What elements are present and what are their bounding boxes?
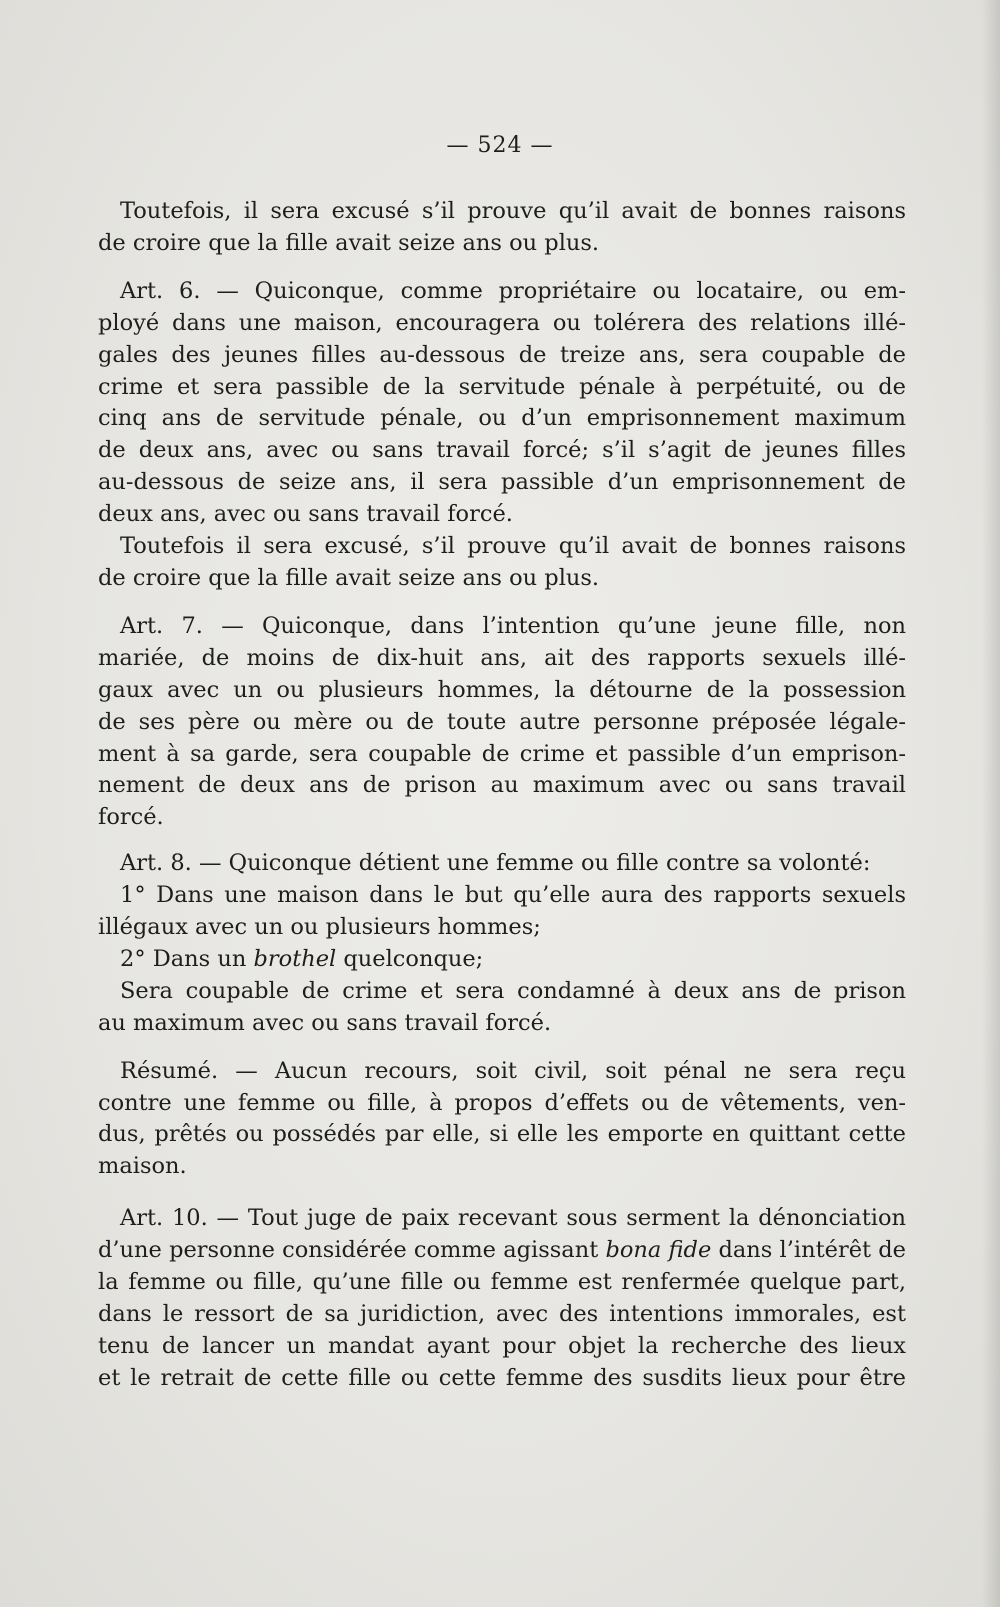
text-line: maison. (98, 1153, 187, 1180)
page-edge-shadow (982, 0, 1000, 1607)
paragraph-item-1 (98, 880, 906, 944)
text-line: contre une femme ou fille, à propos d’effets ou de vêtements, ven- (98, 1089, 906, 1116)
text-line: nement de deux ans de prison au maximum avec ou sans travail (98, 772, 906, 799)
text-line (98, 1235, 906, 1267)
text-line: de deux ans, avec ou sans travail forcé; s’il s’agit de jeunes filles (98, 437, 906, 464)
page-number: — 524 — (446, 133, 554, 158)
text-line: illégaux avec un ou plusieurs hommes; (98, 914, 541, 941)
text-line: ployé dans une maison, encouragera ou tolérera des relations illé- (98, 309, 906, 336)
text-line: Toutefois, il sera excusé s’il prouve qu’il avait de bonnes raisons (120, 198, 906, 224)
text-line: cinq ans de servitude pénale, ou d’un emprisonnement maximum (98, 405, 906, 432)
text-run: quelconque; (336, 945, 484, 972)
text-line: Art. 10. — Tout juge de paix recevant sous serment la dénonciation (120, 1205, 906, 1232)
text-line: au-dessous de seize ans, il sera passible d’un emprisonnement de (98, 469, 906, 496)
paragraph-item-2 (98, 944, 906, 976)
text-line: Toutefois il sera excusé, s’il prouve qu’il avait de bonnes raisons (120, 533, 906, 560)
paragraph-sera-coupable (98, 976, 906, 1040)
text-line (98, 944, 906, 976)
italic-term: bona fide (605, 1237, 712, 1264)
paragraph-resume (98, 1056, 906, 1184)
text-line: 1° Dans une maison dans le but qu’elle aura des rapports sexuels (120, 882, 906, 909)
text-line: dans le ressort de sa juridiction, avec des intentions immorales, est (98, 1301, 906, 1327)
text-line: la femme ou fille, qu’une fille ou femme est renfermée quelque part, (98, 1269, 906, 1296)
text-line: Art. 8. — Quiconque détient une femme ou fille contre sa volonté: (120, 850, 871, 877)
text-line: tenu de lancer un mandat ayant pour objet la recherche des lieux (98, 1332, 906, 1359)
text-run: dans l’intérêt de (711, 1237, 906, 1264)
text-run: 2° Dans un (120, 945, 254, 972)
text-line: dus, prêtés ou possédés par elle, si elle les emporte en quittant cette (98, 1121, 906, 1148)
text-line: de croire que la fille avait seize ans ou plus. (98, 229, 600, 256)
paragraph-toutefois-2 (98, 531, 906, 595)
paragraph-art-8 (98, 848, 906, 880)
text-line: ment à sa garde, sera coupable de crime et passible d’un emprison- (98, 740, 906, 767)
paragraph-art-10 (98, 1203, 906, 1394)
italic-term: brothel (253, 945, 337, 972)
text-run: d’une personne considérée comme agissant (98, 1237, 606, 1264)
text-line: mariée, de moins de dix-huit ans, ait des rapports sexuels illé- (98, 644, 906, 671)
body-text (98, 196, 906, 1395)
text-line: gaux avec un ou plusieurs hommes, la détourne de la possession (98, 676, 906, 703)
text-line: gales des jeunes filles au-dessous de treize ans, sera coupable de (98, 341, 906, 368)
text-line: Art. 6. — Quiconque, comme propriétaire ou locataire, ou em- (120, 277, 906, 304)
text-line: Résumé. — Aucun recours, soit civil, soit pénal ne sera reçu (120, 1057, 906, 1084)
text-line: Art. 7. — Quiconque, dans l’intention qu’une jeune fille, non (120, 612, 906, 639)
text-line: forcé. (98, 804, 164, 831)
text-line: deux ans, avec ou sans travail forcé. (98, 501, 513, 528)
paragraph-toutefois-1 (98, 196, 906, 260)
text-line: et le retrait de cette fille ou cette femme des susdits lieux pour être (98, 1364, 906, 1391)
text-line: de ses père ou mère ou de toute autre personne préposée légale- (98, 708, 906, 735)
paragraph-art-6 (98, 276, 906, 531)
text-line: au maximum avec ou sans travail forcé. (98, 1009, 552, 1036)
text-line: Sera coupable de crime et sera condamné à deux ans de prison (120, 977, 906, 1004)
text-line: de croire que la fille avait seize ans ou plus. (98, 564, 600, 591)
paragraph-art-7 (98, 611, 906, 834)
text-line: crime et sera passible de la servitude pénale à perpétuité, ou de (98, 373, 906, 400)
